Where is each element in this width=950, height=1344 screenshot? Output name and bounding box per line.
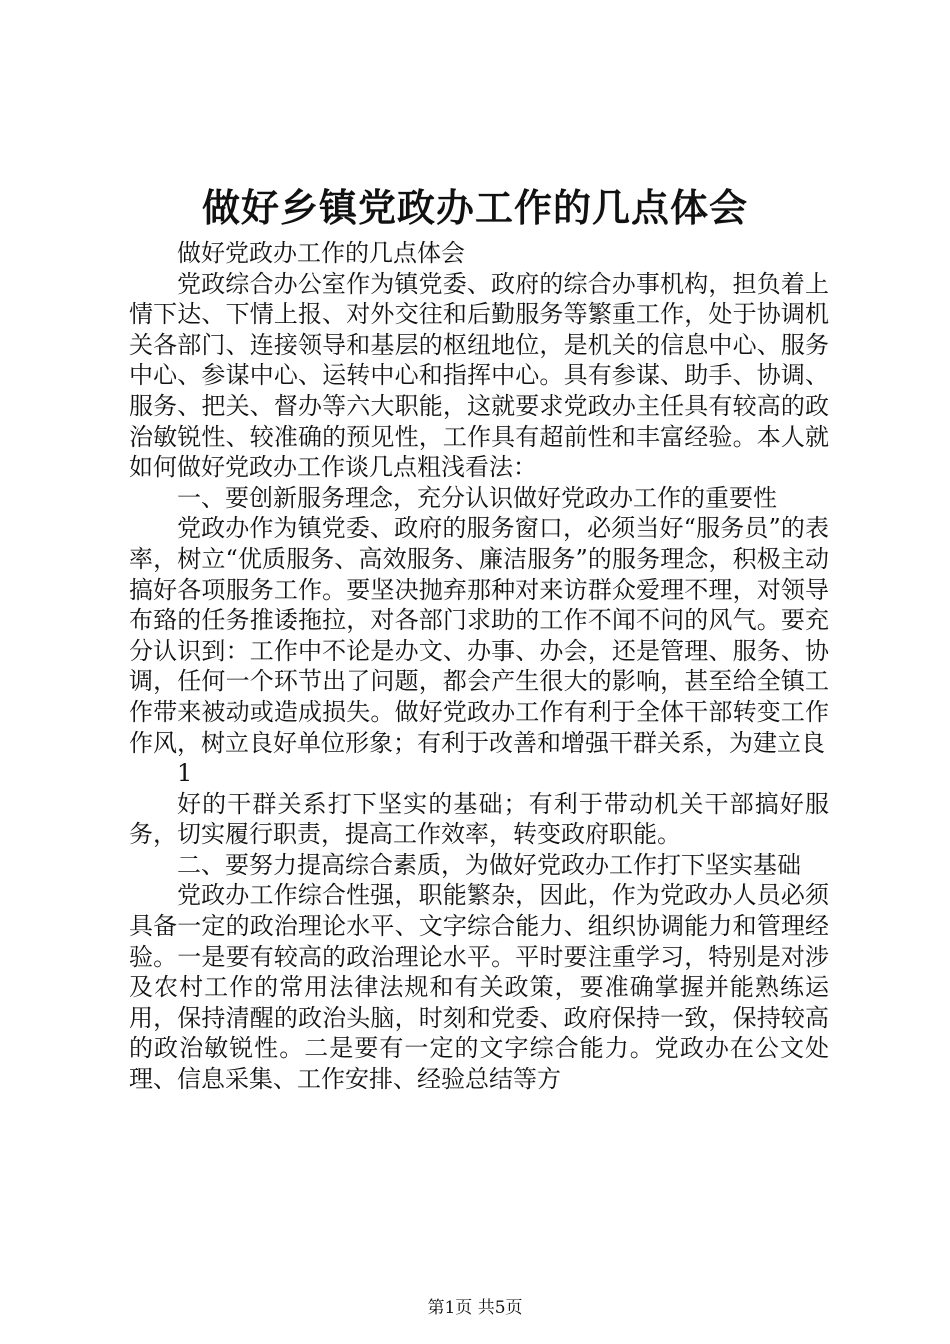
section-heading-1: 一、要创新服务理念，充分认识做好党政办工作的重要性: [177, 483, 777, 512]
paragraph-subtitle: 做好党政办工作的几点体会: [177, 239, 465, 267]
section-heading-2: 二、要努力提高综合素质，为做好党政办工作打下坚实基础: [177, 850, 801, 879]
document-body: [129, 238, 829, 1095]
paragraph-section-2: 党政办工作综合性强，职能繁杂，因此，作为党政办人员必须具备一定的政治理论水平、文字综合能力、组织协调能力和管理经验。一是要有较高的政治理论水平。平时要注重学习，特别是对涉及农村工作的常用法律法规和有关政策，要准确掌握并能熟练运用，保持清醒的政治头脑，时刻和党委、政府保持一致，保持较高的政治敏锐性。二是要有一定的文字综合能力。党政办在公文处理、信息采集、工作安排、经验总结等方: [129, 881, 829, 1094]
paragraph-section-1: 党政办作为镇党委、政府的服务窗口，必须当好“服务员”的表率，树立“优质服务、高效服务、廉洁服务”的服务理念，积极主动搞好各项服务工作。要坚决抛弃那种对来访群众爱理不理，对领导布臵的任务推诿拖拉，对各部门求助的工作不闻不问的风气。要充分认识到：工作中不论是办文、办事、办会，还是管理、服务、协调，任何一个环节出了问题，都会产生很大的影响，甚至给全镇工作带来被动或造成损失。做好党政办工作有利于全体干部转变工作作风，树立良好单位形象；有利于改善和增强干群关系，为建立良: [129, 514, 829, 757]
page-footer: 第1页 共5页: [427, 1298, 523, 1318]
inline-page-number: 1: [177, 759, 193, 788]
document-title: 做好乡镇党政办工作的几点体会: [201, 185, 748, 230]
paragraph-intro: 党政综合办公室作为镇党委、政府的综合办事机构，担负着上情下达、下情上报、对外交往和后勤服务等繁重工作，处于协调机关各部门、连接领导和基层的枢纽地位，是机关的信息中心、服务中心、参谋中心、运转中心和指挥中心。具有参谋、助手、协调、服务、把关、督办等六大职能，这就要求党政办主任具有较高的政治敏锐性、较准确的预见性，工作具有超前性和丰富经验。本人就如何做好党政办工作谈几点粗浅看法：: [129, 269, 829, 482]
paragraph-section-1-cont: 好的干群关系打下坚实的基础；有利于带动机关干部搞好服务，切实履行职责，提高工作效率，转变政府职能。: [129, 789, 829, 849]
